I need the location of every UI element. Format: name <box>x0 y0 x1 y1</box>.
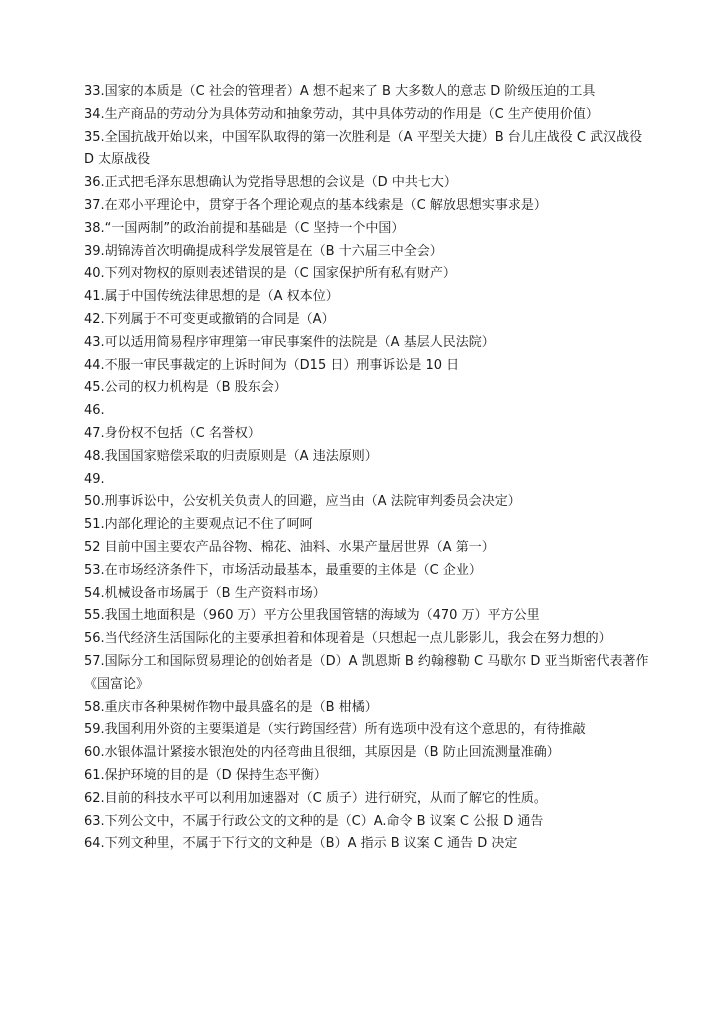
question-39: 39.胡锦涛首次明确提成科学发展管是在（B 十六届三中全会） <box>84 243 443 259</box>
question-64: 64.下列文种里，不属于下行文的文种是（B）A 指示 B 议案 C 通告 D 决定 <box>84 836 518 852</box>
question-58: 58.重庆市各种果树作物中最具盛名的是（B 柑橘） <box>84 699 378 715</box>
question-38: 38.“一国两制”的政治前提和基础是（C 坚持一个中国） <box>84 220 405 236</box>
question-57: 57.国际分工和国际贸易理论的创始者是（D）A 凯恩斯 B 约翰穆勒 C 马歇尔 D 亚当斯密代表著作《国富论》 <box>84 653 649 692</box>
question-34: 34.生产商品的劳动分为具体劳动和抽象劳动，其中具体劳动的作用是（C 生产使用价值） <box>84 106 599 122</box>
question-47: 47.身份权不包括（C 名誉权） <box>84 425 261 441</box>
question-49: 49. <box>84 471 105 487</box>
question-43: 43.可以适用简易程序审理第一审民事案件的法院是（A 基层人民法院） <box>84 334 495 350</box>
question-54: 54.机械设备市场属于（B 生产资料市场） <box>84 585 326 601</box>
question-63: 63.下列公文中，不属于行政公文的文种的是（C）A.命令 B 议案 C 公报 D 通告 <box>84 813 544 829</box>
question-50: 50.刑事诉讼中，公安机关负责人的回避，应当由（A 法院审判委员会决定） <box>84 494 521 510</box>
question-37: 37.在邓小平理论中，贯穿于各个理论观点的基本线索是（C 解放思想实事求是） <box>84 197 547 213</box>
question-60: 60.水银体温计紧接水银泡处的内径弯曲且很细，其原因是（B 防止回流测量准确） <box>84 745 560 761</box>
question-56: 56.当代经济生活国际化的主要承担着和体现着是（只想起一点儿影影儿，我会在努力想的） <box>84 631 612 647</box>
question-35: 35.全国抗战开始以来，中国军队取得的第一次胜利是（A 平型关大捷）B 台儿庄战役 C 武汉战役 D 太原战役 <box>84 129 647 168</box>
question-33: 33.国家的本质是（C 社会的管理者）A 想不起来了 B 大多数人的意志 D 阶级压迫的工具 <box>84 84 596 99</box>
question-48: 48.我国国家赔偿采取的归责原则是（A 违法原则） <box>84 448 378 464</box>
question-46: 46. <box>84 403 105 419</box>
question-40: 40.下列对物权的原则表述错误的是（C 国家保护所有私有财产） <box>84 266 456 282</box>
question-61: 61.保护环境的目的是（D 保持生态平衡） <box>84 767 327 783</box>
question-list <box>84 81 650 856</box>
question-36: 36.正式把毛泽东思想确认为党指导思想的会议是（D 中共七大） <box>84 175 457 191</box>
question-52: 52 目前中国主要农产品谷物、棉花、油料、水果产量居世界（A 第一） <box>84 539 495 555</box>
question-41: 41.属于中国传统法律思想的是（A 权本位） <box>84 289 339 305</box>
question-44: 44.不服一审民事裁定的上诉时间为（D15 日）刑事诉讼是 10 日 <box>84 357 460 373</box>
question-59: 59.我国利用外资的主要渠道是（实行跨国经营）所有选项中没有这个意思的，有待推敲 <box>84 722 586 738</box>
question-51: 51.内部化理论的主要观点记不住了呵呵 <box>84 517 313 533</box>
question-55: 55.我国土地面积是（960 万）平方公里我国管辖的海域为（470 万）平方公里 <box>84 608 540 624</box>
question-62: 62.目前的科技水平可以利用加速器对（C 质子）进行研究，从而了解它的性质。 <box>84 790 547 806</box>
question-53: 53.在市场经济条件下，市场活动最基本，最重要的主体是（C 企业） <box>84 562 482 578</box>
question-42: 42.下列属于不可变更或撤销的合同是（A） <box>84 311 335 327</box>
question-45: 45.公司的权力机构是（B 股东会） <box>84 380 287 396</box>
